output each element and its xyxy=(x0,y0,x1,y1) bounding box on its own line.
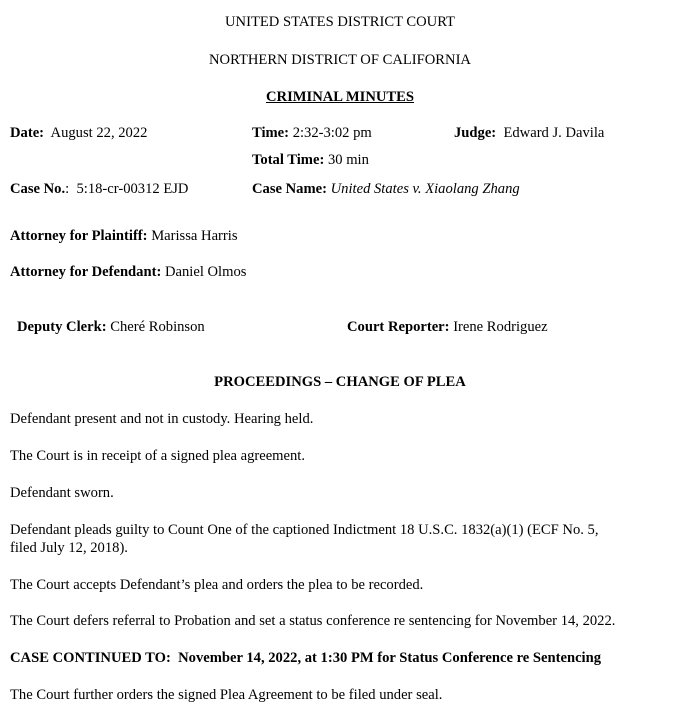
reporter-label: Court Reporter: xyxy=(347,319,450,335)
total-time-label: Total Time: xyxy=(252,152,325,168)
plaintiff-label: Attorney for Plaintiff: xyxy=(10,228,148,244)
document-title xyxy=(0,88,680,106)
date-value: August 22, 2022 xyxy=(50,125,148,141)
title-text: CRIMINAL MINUTES xyxy=(266,89,414,105)
plaintiff-value: Marissa Harris xyxy=(151,228,238,244)
paragraph: The Court defers referral to Probation and set a status conference re sentencing for November 14, 2022. xyxy=(10,613,616,629)
proceedings-heading xyxy=(0,373,680,391)
judge-field xyxy=(454,124,604,142)
judge-value: Edward J. Davila xyxy=(503,125,605,141)
plaintiff-attorney xyxy=(10,227,238,245)
defendant-value: Daniel Olmos xyxy=(164,264,247,280)
time-field xyxy=(252,124,372,142)
paragraph: Defendant sworn. xyxy=(10,485,114,501)
case-name-value: United States v. Xiaolang Zhang xyxy=(330,181,520,197)
paragraph: The Court further orders the signed Plea Agreement to be filed under seal. xyxy=(10,687,443,703)
continued-value: November 14, 2022, at 1:30 PM for Status Conference re Sentencing xyxy=(178,650,602,666)
court-name: UNITED STATES DISTRICT COURT xyxy=(225,14,455,30)
heading-text: PROCEEDINGS – CHANGE OF PLEA xyxy=(214,374,466,390)
case-continued xyxy=(10,649,601,667)
district-name: NORTHERN DISTRICT OF CALIFORNIA xyxy=(209,52,471,68)
judge-label: Judge: xyxy=(454,125,497,141)
clerk-value: Cheré Robinson xyxy=(110,319,205,335)
paragraph: The Court is in receipt of a signed plea agreement. xyxy=(10,448,306,464)
date-field xyxy=(10,124,147,142)
case-name-label: Case Name: xyxy=(252,181,327,197)
case-no-field xyxy=(10,180,188,198)
total-time-value: 30 min xyxy=(327,152,369,168)
clerk-label: Deputy Clerk: xyxy=(17,319,107,335)
case-no-label: Case No. xyxy=(10,181,66,197)
time-value: 2:32-3:02 pm xyxy=(292,125,372,141)
total-time-field xyxy=(252,151,369,169)
defendant-label: Attorney for Defendant: xyxy=(10,264,162,280)
case-name-field xyxy=(252,180,520,198)
deputy-clerk xyxy=(17,318,205,336)
case-no-value: : 5:18-cr-00312 EJD xyxy=(65,181,189,197)
continued-label: CASE CONTINUED TO: xyxy=(10,650,171,666)
reporter-value: Irene Rodriguez xyxy=(453,319,548,335)
paragraph: The Court accepts Defendant’s plea and orders the plea to be recorded. xyxy=(10,577,424,593)
date-label: Date: xyxy=(10,125,45,141)
paragraph: Defendant present and not in custody. Hearing held. xyxy=(10,411,314,427)
defendant-attorney xyxy=(10,263,246,281)
court-reporter xyxy=(347,318,548,336)
paragraph: Defendant pleads guilty to Count One of the captioned Indictment 18 U.S.C. 1832(a)(1) (ECF No. 5, xyxy=(10,522,599,538)
time-label: Time: xyxy=(252,125,290,141)
paragraph: filed July 12, 2018). xyxy=(10,540,128,556)
